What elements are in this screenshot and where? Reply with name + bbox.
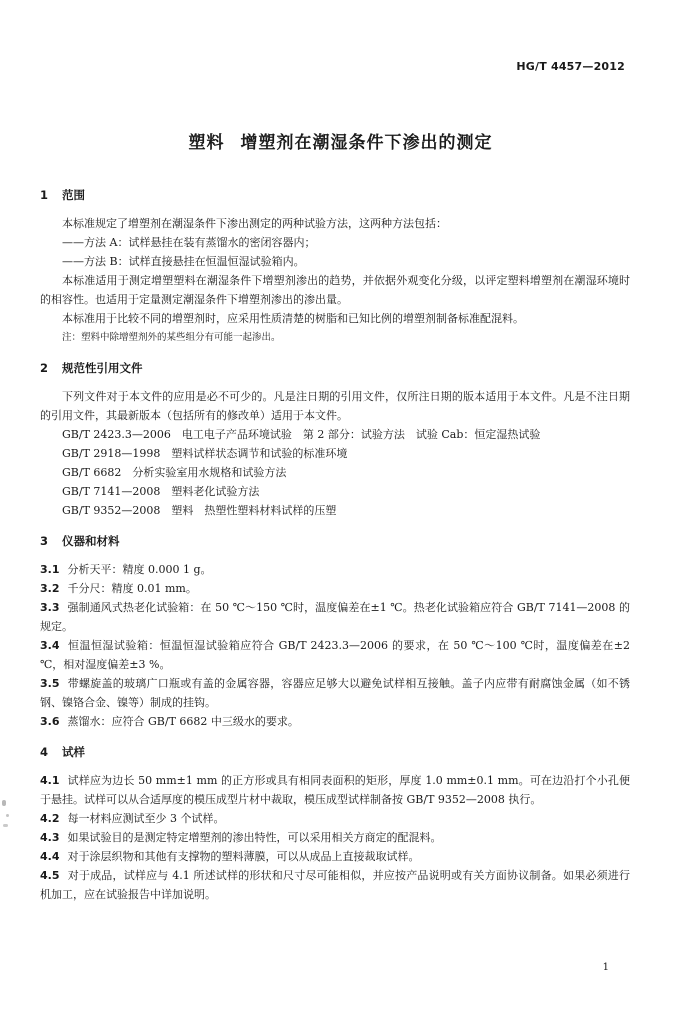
paragraph: 本标准适用于测定增塑塑料在潮湿条件下增塑剂渗出的趋势，并依据外观变化分级，以评定塑料增塑剂在潮湿环境时的相容性。也适用于定量测定潮湿条件下增塑剂渗出的渗出量。 — [40, 274, 630, 306]
dash-item: ——方法 B：试样直接悬挂在恒温恒湿试验箱内。 — [62, 255, 305, 268]
section-heading — [40, 743, 630, 762]
title-part-2: 增塑剂在潮湿条件下渗出的测定 — [240, 133, 493, 153]
document-title — [0, 128, 681, 153]
dash-item: ——方法 A：试样悬挂在装有蒸馏水的密闭容器内； — [62, 236, 316, 249]
section-number: 1 — [40, 188, 49, 202]
reference-item: GB/T 7141—2008 塑料老化试验方法 — [62, 485, 260, 498]
reference-item: GB/T 2423.3—2006 电工电子产品环境试验 第 2 部分：试验方法 试验 Cab：恒定湿热试验 — [62, 428, 541, 441]
clause-item — [40, 636, 630, 674]
paragraph: 本标准规定了增塑剂在潮湿条件下渗出测定的两种试验方法，这两种方法包括： — [62, 217, 447, 230]
clause-number: 4.1 — [40, 774, 60, 787]
section-heading — [40, 186, 630, 205]
clause-number: 3.6 — [40, 715, 60, 728]
clause-text: 恒温恒湿试验箱：恒温恒湿试验箱应符合 GB/T 2423.3—2006 的要求，在 50 ℃～100 ℃时，温度偏差在±2 ℃，相对湿度偏差±3 %。 — [40, 639, 630, 671]
note: 注：塑料中除增塑剂外的某些组分有可能一起渗出。 — [62, 332, 281, 343]
standard-code: HG/T 4457—2012 — [516, 60, 625, 73]
section-heading — [40, 532, 630, 551]
section-apparatus-materials — [40, 532, 630, 731]
clause-number: 3.4 — [40, 639, 60, 652]
clause-text: 如果试验目的是测定特定增塑剂的渗出特性，可以采用相关方商定的配混料。 — [67, 831, 442, 844]
reference-item: GB/T 6682 分析实验室用水规格和试验方法 — [62, 466, 287, 479]
reference-item: GB/T 9352—2008 塑料 热塑性塑料材料试样的压塑 — [62, 504, 337, 517]
clause-item — [40, 847, 630, 866]
title-part-1: 塑料 — [188, 133, 225, 153]
scan-speck — [6, 814, 9, 817]
clause-number: 4.5 — [40, 869, 60, 882]
clause-text: 每一材料应测试至少 3 个试样。 — [67, 812, 225, 825]
clause-item — [40, 866, 630, 904]
clause-text: 蒸馏水：应符合 GB/T 6682 中三级水的要求。 — [67, 715, 299, 728]
section-specimens — [40, 743, 630, 904]
clause-item — [40, 674, 630, 712]
page-number: 1 — [602, 962, 609, 973]
clause-item — [40, 579, 630, 598]
clause-text: 对于涂层织物和其他有支撑物的塑料薄膜，可以从成品上直接裁取试样。 — [67, 850, 420, 863]
clause-item — [40, 560, 630, 579]
section-title: 仪器和材料 — [62, 534, 120, 548]
document-body — [40, 186, 630, 916]
clause-number: 3.2 — [40, 582, 60, 595]
section-title: 范围 — [62, 188, 85, 202]
section-number: 2 — [40, 361, 49, 375]
clause-item — [40, 598, 630, 636]
clause-number: 3.5 — [40, 677, 60, 690]
clause-item — [40, 828, 630, 847]
section-normative-references — [40, 359, 630, 520]
section-title: 试样 — [62, 745, 85, 759]
section-number: 3 — [40, 534, 49, 548]
clause-text: 千分尺：精度 0.01 mm。 — [67, 582, 197, 595]
clause-text: 对于成品，试样应与 4.1 所述试样的形状和尺寸尽可能相似，并应按产品说明或有关方面协议制备。如果必须进行机加工，应在试验报告中详加说明。 — [40, 869, 630, 901]
clause-number: 4.2 — [40, 812, 60, 825]
clause-item — [40, 712, 630, 731]
clause-text: 强制通风式热老化试验箱：在 50 ℃～150 ℃时，温度偏差在±1 ℃。热老化试验箱应符合 GB/T 7141—2008 的规定。 — [40, 601, 630, 633]
clause-number: 4.4 — [40, 850, 60, 863]
paragraph: 本标准用于比较不同的增塑剂时，应采用性质清楚的树脂和已知比例的增塑剂制备标准配混料。 — [62, 312, 524, 325]
section-heading — [40, 359, 630, 378]
clause-number: 3.3 — [40, 601, 60, 614]
reference-item: GB/T 2918—1998 塑料试样状态调节和试验的标准环境 — [62, 447, 348, 460]
clause-text: 分析天平：精度 0.000 1 g。 — [67, 563, 212, 576]
section-title: 规范性引用文件 — [62, 361, 143, 375]
section-scope — [40, 186, 630, 347]
clause-item — [40, 809, 630, 828]
paragraph: 下列文件对于本文件的应用是必不可少的。凡是注日期的引用文件，仅所注日期的版本适用于本文件。凡是不注日期的引用文件，其最新版本（包括所有的修改单）适用于本文件。 — [40, 390, 630, 422]
scan-speck — [3, 824, 8, 827]
clause-text: 带螺旋盖的玻璃广口瓶或有盖的金属容器，容器应足够大以避免试样相互接触。盖子内应带有耐腐蚀金属（如不锈钢、镍铬合金、镍等）制成的挂钩。 — [40, 677, 630, 709]
scan-speck — [2, 800, 6, 806]
clause-item — [40, 771, 630, 809]
section-number: 4 — [40, 745, 49, 759]
clause-number: 3.1 — [40, 563, 60, 576]
clause-text: 试样应为边长 50 mm±1 mm 的正方形或具有相同表面积的矩形，厚度 1.0 mm±0.1 mm。可在边沿打个小孔便于悬挂。试样可以从合适厚度的模压成型片材中裁取，模压成型试样制备按 GB/T 9352—2008 执行。 — [40, 774, 630, 806]
clause-number: 4.3 — [40, 831, 60, 844]
